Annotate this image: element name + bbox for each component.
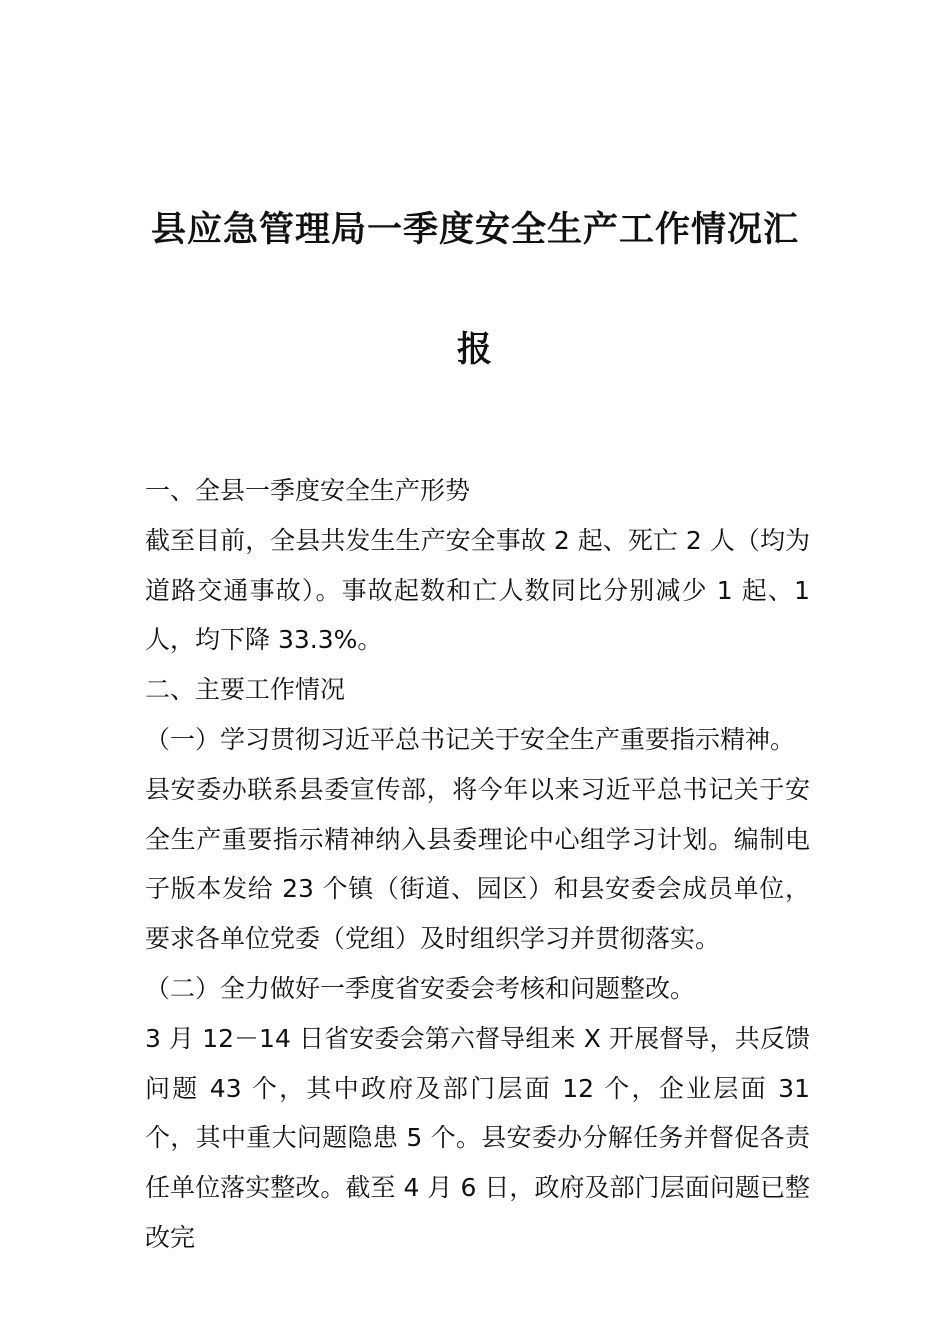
document-title-line-2: 报	[456, 330, 493, 370]
subsection-heading-1: （一）学习贯彻习近平总书记关于安全生产重要指示精神。	[145, 724, 796, 754]
section-heading-2: 二、主要工作情况	[145, 675, 346, 705]
document-body	[145, 466, 810, 1263]
paragraph-inspection-rectification: 3 月 12－14 日省安委会第六督导组来 X 开展督导，共反馈问题 43 个，其中政府及部门层面 12 个，企业层面 31 个，其中重大问题隐患 5 个。县安委办分解任务并督促各责任单位落实整改。截至 4 月 6 日，政府及部门层面问题已整改完	[145, 1023, 810, 1252]
subsection-heading-2: （二）全力做好一季度省安委会考核和问题整改。	[145, 973, 696, 1003]
paragraph-study-plan: 县安委办联系县委宣传部，将今年以来习近平总书记关于安全生产重要指示精神纳入县委理论中心组学习计划。编制电子版本发给 23 个镇（街道、园区）和县安委会成员单位，要求各单位党委（党组）及时组织学习并贯彻落实。	[145, 774, 810, 954]
paragraph-accident-summary: 截至目前，全县共发生生产安全事故 2 起、死亡 2 人（均为道路交通事故）。事故起数和亡人数同比分别减少 1 起、1 人，均下降 33.3%。	[145, 525, 810, 655]
document-title-line-1: 县应急管理局一季度安全生产工作情况汇	[150, 210, 799, 250]
section-heading-1: 一、全县一季度安全生产形势	[145, 476, 471, 505]
